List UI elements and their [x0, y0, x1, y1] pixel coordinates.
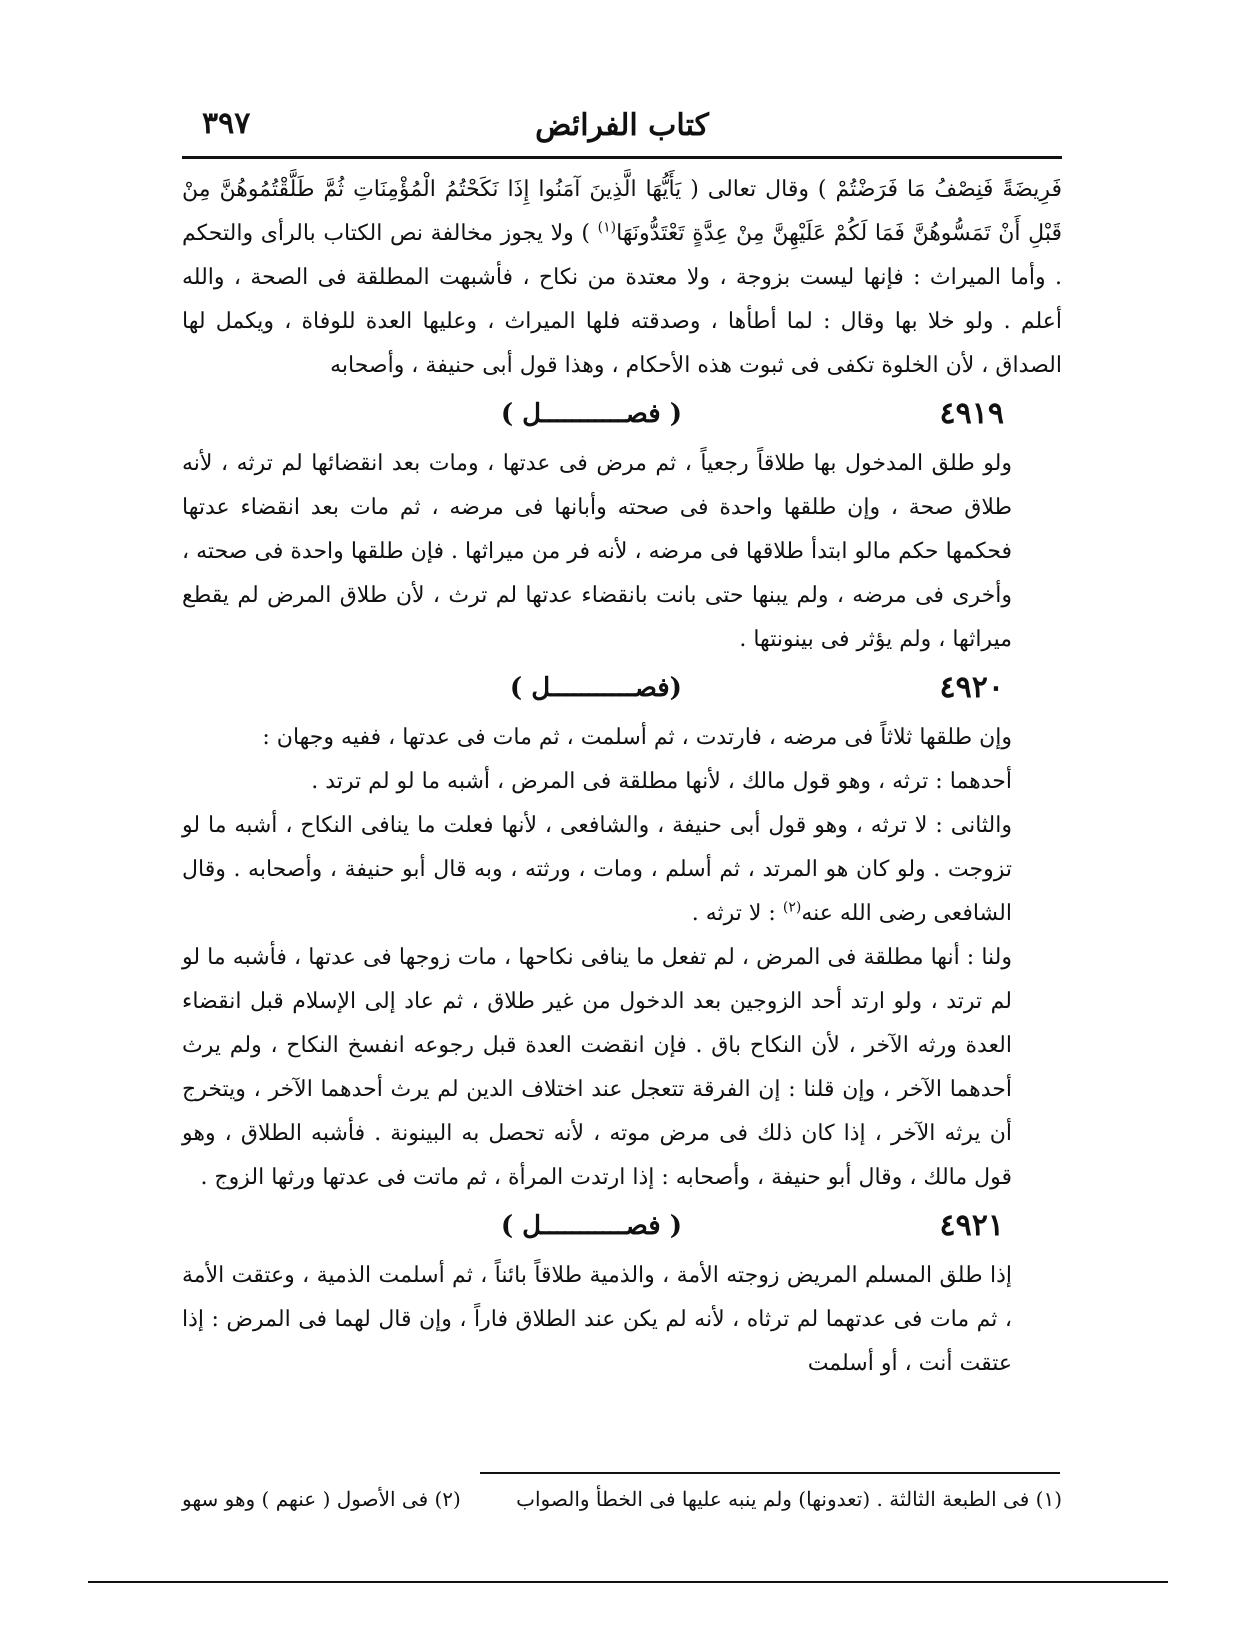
footnote-rule: [480, 1472, 1060, 1474]
paragraph-4: أحدهما : ترثه ، وهو قول مالك ، لأنها مطلقة فى المرض ، أشبه ما لو لم ترتد .: [311, 769, 1012, 794]
page-number: ٣٩٧: [202, 106, 251, 141]
body-text: [182, 168, 1062, 1386]
paragraph-3: وإن طلقها ثلاثاً فى مرضه ، فارتدت ، ثم أسلمت ، ثم مات فى عدتها ، ففيه وجهان :: [262, 725, 1012, 750]
section-heading-4920: [182, 666, 1062, 710]
paragraph-1-rest: ) ولا يجوز مخالفة نص الكتاب بالرأى والتحكم . وأما الميراث : فإنها ليست بزوجة ، ولا معتدة من نكاح ، فأشبهت المطلقة فى الصحة ، والله أعلم . ولو خلا بها وقال : لما أطأها ، وصدقته فلها الميراث ، وعليها العدة للوفاة ، ويكمل لها الصداق ، لأن الخلوة تكفى فى ثبوت هذه الأحكام ، وهذا قول أبى حنيفة ، وأصحابه: [182, 221, 1062, 378]
paragraph-2: ولو طلق المدخول بها طلاقاً رجعياً ، ثم مرض فى عدتها ، ومات بعد انقضائها لم ترثه ، لأنه طلاق صحة ، وإن طلقها واحدة فى صحته وأبانها فى مرضه ، ثم مات بعد انقضاء عدتها فحكمها حكم مالو ابتدأ طلاقها فى مرضه ، لأنه فر من ميراثها . فإن طلقها واحدة فى صحته ، وأخرى فى مرضه ، ولم يبنها حتى بانت بانقضاء عدتها لم ترث ، لأن طلاق المرض لم يقطع ميراثها ، ولم يؤثر فى بينونتها .: [182, 451, 1012, 652]
section-label: (فصـــــــــــل ): [509, 673, 682, 703]
footnote-ref-2: (٢): [782, 899, 802, 916]
paragraph-7: إذا طلق المسلم المريض زوجته الأمة ، والذمية طلاقاً بائناً ، ثم أسلمت الذمية ، وعتقت الأمة ، ثم مات فى عدتهما لم ترثاه ، لأنه لم يكن عند الطلاق فاراً ، وإن قال لهما فى المرض : إذا عتقت أنت ، أو أسلمت: [182, 1263, 1012, 1376]
section-heading-4919: [182, 392, 1062, 436]
page-header: [182, 104, 1062, 148]
bottom-rule: [88, 1581, 1168, 1583]
section-heading-4921: [182, 1204, 1062, 1248]
footnote-ref-1: (١): [597, 219, 617, 236]
header-rule: [182, 156, 1062, 159]
section-number: ٤٩٢٠: [939, 670, 1004, 705]
section-label: ( فصـــــــــــل ): [500, 399, 682, 429]
section-label: ( فصـــــــــــل ): [500, 1211, 682, 1241]
footnote-2: (٢) فى الأصول ( عنهم ) وهو سهو: [182, 1487, 461, 1511]
running-title: كتاب الفرائض: [535, 108, 709, 143]
section-number: ٤٩١٩: [939, 396, 1004, 431]
paragraph-5: [182, 804, 1062, 936]
paragraph-5-rest: : لا ترثه .: [691, 901, 783, 926]
footnote-1: (١) فى الطبعة الثالثة . (تعدونها) ولم ينبه عليها فى الخطأ والصواب: [516, 1487, 1062, 1511]
footnotes: [182, 1482, 1062, 1516]
paragraph-6: ولنا : أنها مطلقة فى المرض ، لم تفعل ما ينافى نكاحها ، مات زوجها فى عدتها ، فأشبه ما لو لم ترتد ، ولو ارتد أحد الزوجين بعد الدخول من غير طلاق ، ثم عاد إلى الإسلام قبل انقضاء العدة ورثه الآخر ، لأن النكاح باق . فإن انقضت العدة قبل رجوعه انفسخ النكاح ، ولم يرث أحدهما الآخر ، وإن قلنا : إن الفرقة تتعجل عند اختلاف الدين لم يرث أحدهما الآخر ، ويتخرج أن يرثه الآخر ، إذا كان ذلك فى مرض موته ، لأنه تحصل به البينونة . فأشبه الطلاق ، وهو قول مالك ، وقال أبو حنيفة ، وأصحابه : إذا ارتدت المرأة ، ثم ماتت فى عدتها ورثها الزوج .: [182, 945, 1012, 1190]
paragraph-1-text: فَرِيضَةً فَنِصْفُ مَا فَرَضْتُمْ ) وقال تعالى ( يَأَيُّهَا الَّذِينَ آمَنُوا إِذَا نَكَحْتُمُ الْمُؤْمِنَاتِ ثُمَّ طَلَّقْتُمُوهُنَّ مِنْ قَبْلِ أَنْ تَمَسُّوهُنَّ فَمَا لَكُمْ عَلَيْهِنَّ مِنْ عِدَّةٍ تَعْتَدُّونَهَا: [182, 177, 1062, 246]
section-number: ٤٩٢١: [939, 1208, 1004, 1243]
paragraph-1: [182, 168, 1062, 388]
paragraph-5-text: والثانى : لا ترثه ، وهو قول أبى حنيفة ، والشافعى ، لأنها فعلت ما ينافى النكاح ، أشبه ما لو تزوجت . ولو كان هو المرتد ، ثم أسلم ، ومات ، ورثته ، وبه قال أبو حنيفة ، وأصحابه . وقال الشافعى رضى الله عنه: [182, 813, 1012, 926]
